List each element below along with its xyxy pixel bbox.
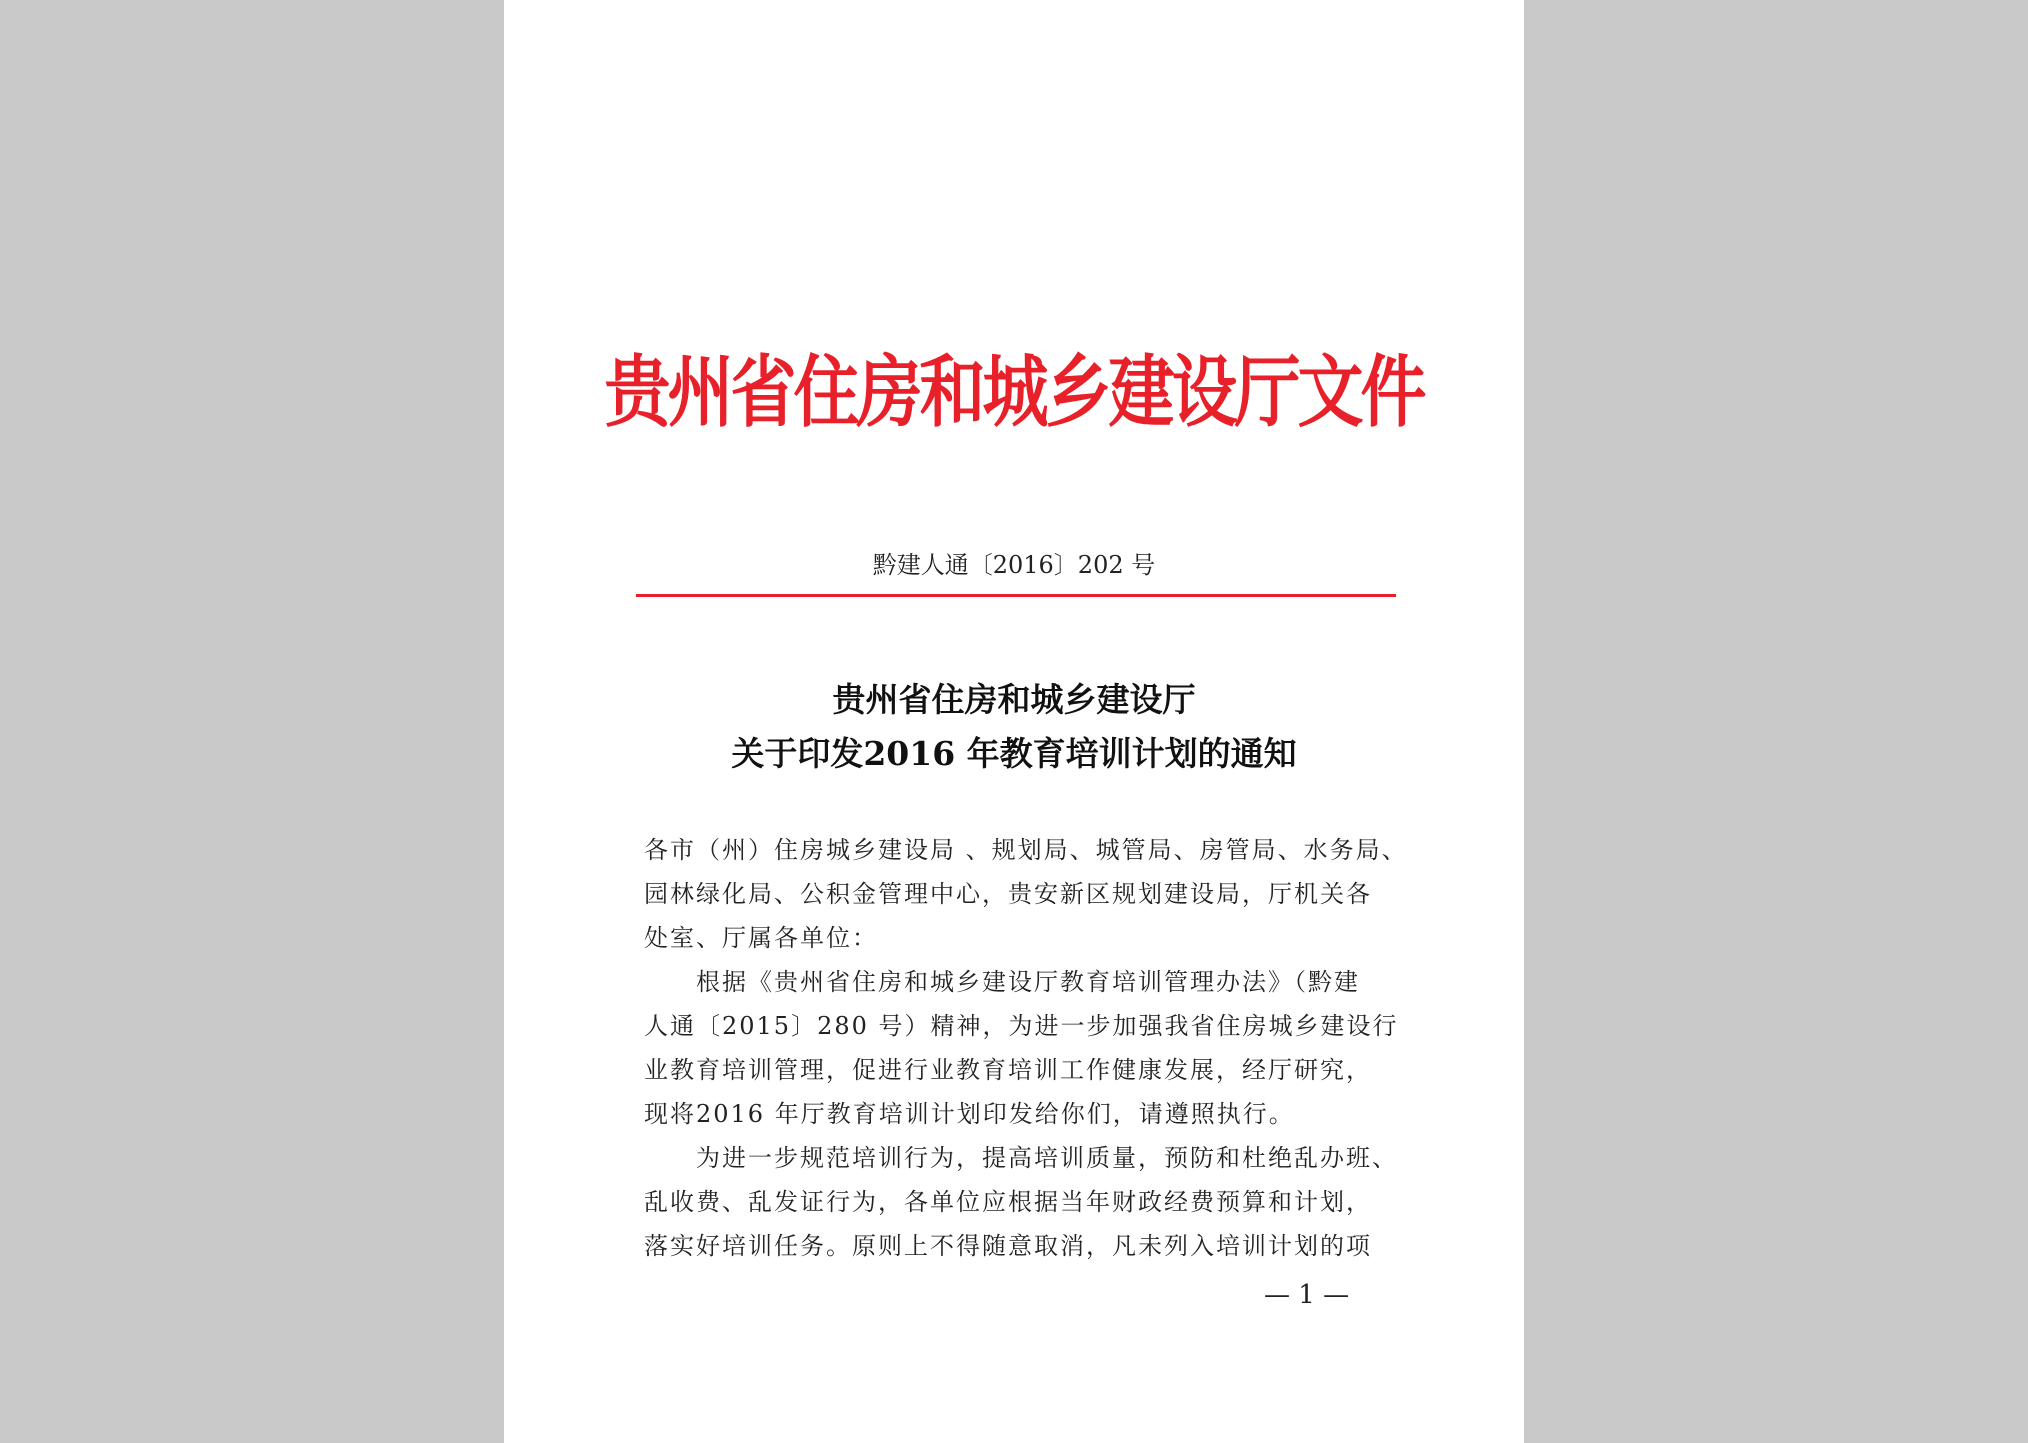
body-line-1: 各市（州）住房城乡建设局 、规划局、城管局、房管局、水务局、 [644, 836, 1408, 864]
page-number: — 1 — [1264, 1280, 1350, 1310]
body-line-6: 业教育培训管理，促进行业教育培训工作健康发展，经厅研究， [644, 1056, 1372, 1084]
document-header-title: 贵州省住房和城乡建设厅文件 [604, 346, 1424, 438]
red-divider-line [636, 594, 1396, 597]
body-line-7: 现将2016 年厅教育培训计划印发给你们，请遵照执行。 [644, 1100, 1295, 1128]
body-line-10: 落实好培训任务。原则上不得随意取消，凡未列入培训计划的项 [644, 1232, 1372, 1260]
body-line-8: 为进一步规范培训行为，提高培训质量，预防和杜绝乱办班、 [644, 1144, 1398, 1172]
document-title-line-1: 贵州省住房和城乡建设厅 [832, 680, 1196, 719]
document-page [504, 0, 1524, 1443]
body-line-9: 乱收费、乱发证行为，各单位应根据当年财政经费预算和计划， [644, 1188, 1372, 1216]
body-line-5: 人通〔2015〕280 号）精神，为进一步加强我省住房城乡建设行 [644, 1012, 1399, 1040]
body-line-2: 园林绿化局、公积金管理中心，贵安新区规划建设局，厅机关各 [644, 880, 1372, 908]
body-line-4: 根据《贵州省住房和城乡建设厅教育培训管理办法》（黔建 [644, 968, 1360, 996]
document-title-line-2: 关于印发2016 年教育培训计划的通知 [731, 734, 1297, 773]
body-line-3: 处室、厅属各单位： [644, 924, 878, 952]
document-number: 黔建人通〔2016〕202 号 [872, 551, 1156, 579]
